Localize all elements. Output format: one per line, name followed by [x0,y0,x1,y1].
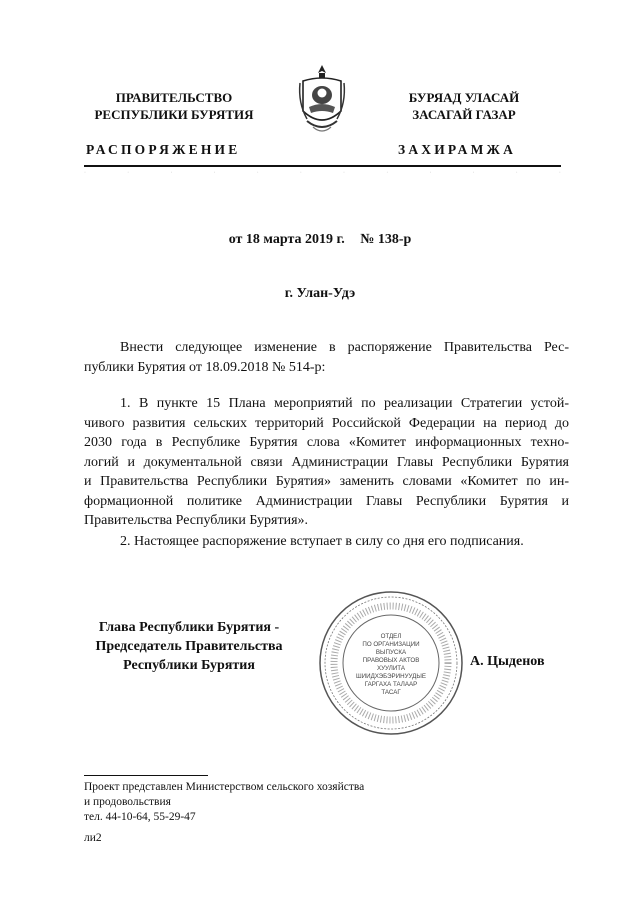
coat-of-arms-icon [297,63,347,139]
header-divider [84,165,561,167]
signatory-name: А. Цыденов [470,654,545,669]
footnote-line: и продовольствия [84,796,171,808]
document-code: ли2 [84,832,102,844]
seal-text-line: ОТДЕЛ [380,633,402,640]
text-line: публики Бурятия от 18.09.2018 № 514-р: [84,359,326,375]
signatory-title-line: Председатель Правительства [95,639,283,654]
document-date: от 18 марта 2019 г. [228,232,345,247]
seal-text-line: ХУУЛИТА [377,665,405,672]
org-name-line: ЗАСАГАЙ ГАЗАР [412,107,516,122]
org-name-russian [84,89,264,123]
footnote [84,780,364,825]
org-name-line: РЕСПУБЛИКИ БУРЯТИЯ [94,107,254,122]
paragraph-item-1 [84,394,569,531]
document-number: № 138-р [360,232,412,247]
seal-text-line: ТАСАГ [381,689,401,696]
seal-text-line: ГАРГАХА ТАЛААР [364,681,418,688]
document-kind-buryat: ЗАХИРАМЖА [398,142,517,157]
text-line: и Правительства Республики Бурятия» заменить словами «Комитет по ин- [84,474,569,489]
seal-text-line: ШИИДХЭБЭРИНУУДЫЕ [356,673,426,680]
header-dotted-line: · · · · · · · · · · · · [84,170,561,176]
text-line: логий и документальной связи Администрации Главы Республики Бурятия [84,454,569,470]
seal-text-line: ВЫПУСКА [375,649,407,656]
footnote-line: тел. 44-10-64, 55-29-47 [84,811,196,823]
org-name-line: ПРАВИТЕЛЬСТВО [115,90,233,105]
footnote-line: Проект представлен Министерством сельского хозяйства [84,781,365,793]
text-line: 2030 года в Республике Бурятия слова «Комитет информационных техно- [84,435,569,450]
org-name-line: БУРЯАД УЛАСАЙ [408,90,520,105]
paragraph-item-2 [84,532,569,552]
seal-text-line: ПО ОРГАНИЗАЦИИ [362,641,420,648]
text-line: Правительства Республики Бурятия». [84,513,309,528]
footnote-divider [84,775,208,776]
seal-text-line: ПРАВОВЫХ АКТОВ [362,657,420,664]
signatory-title-line: Республики Бурятия [123,658,255,673]
document-date-number [0,232,640,248]
text-line: 2. Настоящее распоряжение вступает в силу со дня его подписания. [120,534,524,549]
signatory-title [84,618,294,675]
org-name-buryat [384,89,544,123]
text-line: Внести следующее изменение в распоряжение Правительства Рес- [120,340,569,355]
paragraph-intro [84,338,569,377]
text-line: формационной политике Администрации Главы Республики Бурятия и [84,493,569,509]
document-kind-russian: РАСПОРЯЖЕНИЕ [86,142,241,157]
document-city: г. Улан-Удэ [284,286,356,301]
text-line: 1. В пункте 15 Плана мероприятий по реализации Стратегии устой- [120,396,569,411]
text-line: чивого развития сельских территорий Российской Федерации на период до [84,415,569,431]
signatory-title-line: Глава Республики Бурятия - [98,620,280,635]
official-seal-icon [318,590,464,736]
